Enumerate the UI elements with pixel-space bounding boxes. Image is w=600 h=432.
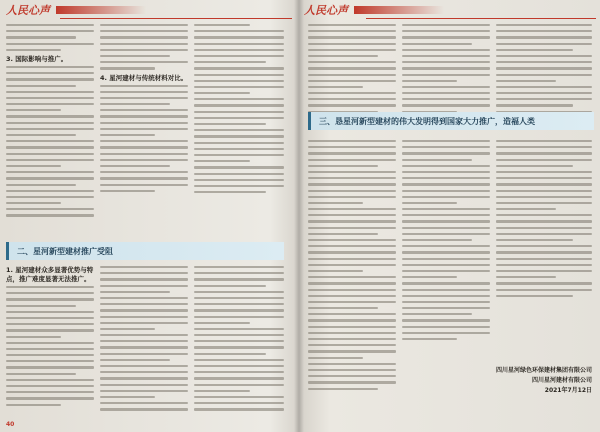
text-lines: [308, 140, 396, 390]
right-masthead-title: 人民心声: [304, 4, 348, 17]
text-lines: [402, 24, 490, 113]
text-lines: [496, 140, 592, 297]
left-col2-bottom: [100, 266, 188, 415]
text-lines: [100, 85, 188, 192]
right-top-rule: [366, 18, 596, 19]
left-col1-bottom: [6, 266, 94, 410]
right-masthead-ribbon: [354, 6, 444, 14]
section-heading: 4. 星河建材与传统材料对比。: [100, 73, 188, 82]
left-col2-top: [100, 24, 188, 196]
text-lines: [308, 24, 396, 113]
text-lines: [100, 266, 188, 411]
page-number: 40: [6, 421, 15, 428]
right-col3-top: [496, 24, 592, 117]
signature-org-2: 四川星河建材有限公司: [531, 377, 592, 384]
text-lines: [402, 140, 490, 340]
right-masthead: [304, 2, 444, 18]
left-col3-bottom: [194, 266, 284, 415]
text-lines: [100, 24, 188, 70]
signature-org-1: 四川星河绿色环保建材集团有限公司: [495, 367, 592, 374]
left-masthead-ribbon: [56, 6, 146, 14]
left-col1-top: [6, 24, 94, 221]
left-top-rule: [60, 18, 292, 19]
text-lines: [194, 24, 284, 193]
left-masthead-title: 人民心声: [6, 4, 50, 17]
text-lines: [6, 286, 94, 406]
left-page: [0, 0, 296, 432]
left-section-banner: 二、星河新型建材推广受阻: [6, 242, 284, 260]
left-col3-top: [194, 24, 284, 197]
right-col1-bottom: [308, 140, 396, 394]
right-col2-top: [402, 24, 490, 117]
right-col2-bottom: [402, 140, 490, 344]
text-lines: [194, 266, 284, 411]
right-col3-bottom: [496, 140, 592, 301]
text-lines: [496, 24, 592, 113]
text-lines: [6, 66, 94, 217]
section-heading: 3. 国际影响与推广。: [6, 54, 68, 63]
right-section-banner: 三、恳星河新型建材的伟大发明得到国家大力推广，造福人类: [308, 112, 594, 130]
left-masthead: [6, 2, 146, 18]
section-heading: 1. 星河建材众多显著优势与特点，推广难度显著无法推广。: [6, 266, 94, 283]
right-col1-top: [308, 24, 396, 117]
text-lines: [6, 24, 94, 51]
signature-date: 2021年7月12日: [544, 387, 592, 394]
right-page: [304, 0, 600, 432]
signature-block: [496, 366, 592, 396]
